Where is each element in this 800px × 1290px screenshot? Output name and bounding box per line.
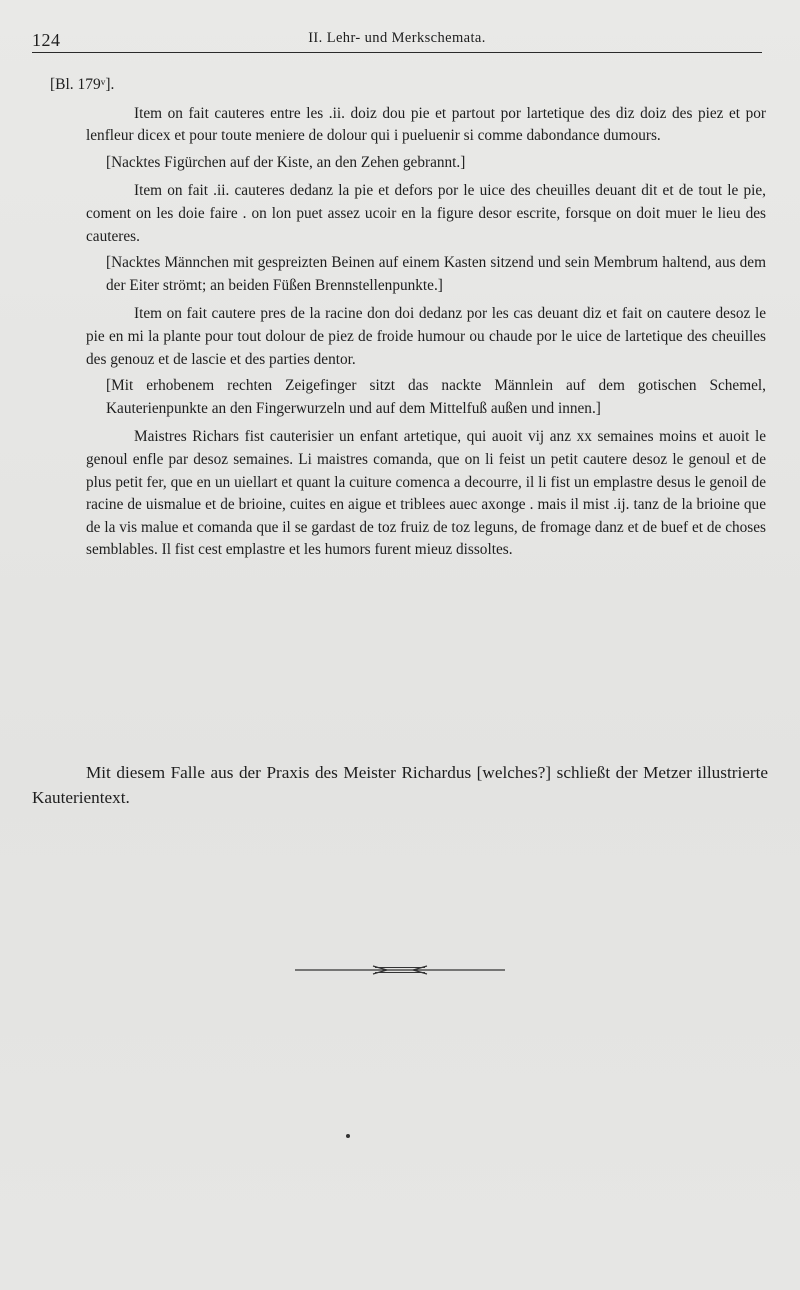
- ink-dot: [346, 1134, 350, 1138]
- summary-paragraph: Mit diesem Falle aus der Praxis des Meister Richardus [welches?] schließt der Metzer illustrierte Kauterientext.: [32, 763, 768, 807]
- running-title: II. Lehr- und Merkschemata.: [308, 30, 486, 46]
- figure-description: [Nacktes Figürchen auf der Kiste, an den Zehen gebrannt.]: [106, 153, 466, 171]
- old-french-paragraph: Maistres Richars fist cauterisier un enfant artetique, qui auoit vij anz xx semaines moins et auoit le genoul enfle par desoz semaines. Li maistres comanda, que on li feist un petit cautere desoz le genoul et de plus petit fer, que en un uiellart et quant la cuiture comenca a decourre, il li fist un emplastre desus le genoil de racine de uismalue et de brioine, cuites en aigue et triblees auec axonge . mais il mist .ij. tanz de la brioine que de la vis malue et comanda que il se gardast de toz fruiz de toz leguns, de fromage danz et de buef et de choses semblables. Il fist cest emplastre et les humors furent mieuz dissoltes.: [86, 428, 766, 559]
- page-header: [32, 26, 762, 53]
- main-text: [50, 74, 766, 562]
- section-end-ornament: [295, 962, 505, 978]
- summary-text: [32, 760, 768, 810]
- page-number: 124: [32, 30, 61, 50]
- old-french-paragraph: Item on fait cautere pres de la racine don doi dedanz por les cas deuant diz et fait on cautere desoz le pie en mi la plante pour tout dolour de piez de froide humour ou chaude por le uice de lartetique des cheuilles des genouz et de lascie et des parties dentor.: [86, 305, 766, 368]
- figure-description: [Mit erhobenem rechten Zeigefinger sitzt das nackte Männlein auf dem gotischen Schemel, Kauterienpunkte an den Fingerwurzeln und auf dem Mittelfuß außen und innen.]: [106, 377, 766, 417]
- figure-description: [Nacktes Männchen mit gespreizten Beinen auf einem Kasten sitzend und sein Membrum haltend, aus dem der Eiter strömt; an beiden Füßen Brennstellenpunkte.]: [106, 254, 766, 294]
- old-french-paragraph: Item on fait cauteres entre les .ii. doiz dou pie et partout por lartetique des diz doiz des piez et por lenfleur dicex et pour toute meniere de dolour qui i pueluenir si comme dabondance dumours.: [86, 104, 766, 145]
- folio-reference: [Bl. 179ᵛ].: [50, 76, 115, 93]
- old-french-paragraph: Item on fait .ii. cauteres dedanz la pie et defors por le uice des cheuilles deuant dit et de tout le pie, coment on les doie faire . on lon puet assez ucoir en la figure desor escrite, forsque on doit muer le lieu des cauteres.: [86, 182, 766, 245]
